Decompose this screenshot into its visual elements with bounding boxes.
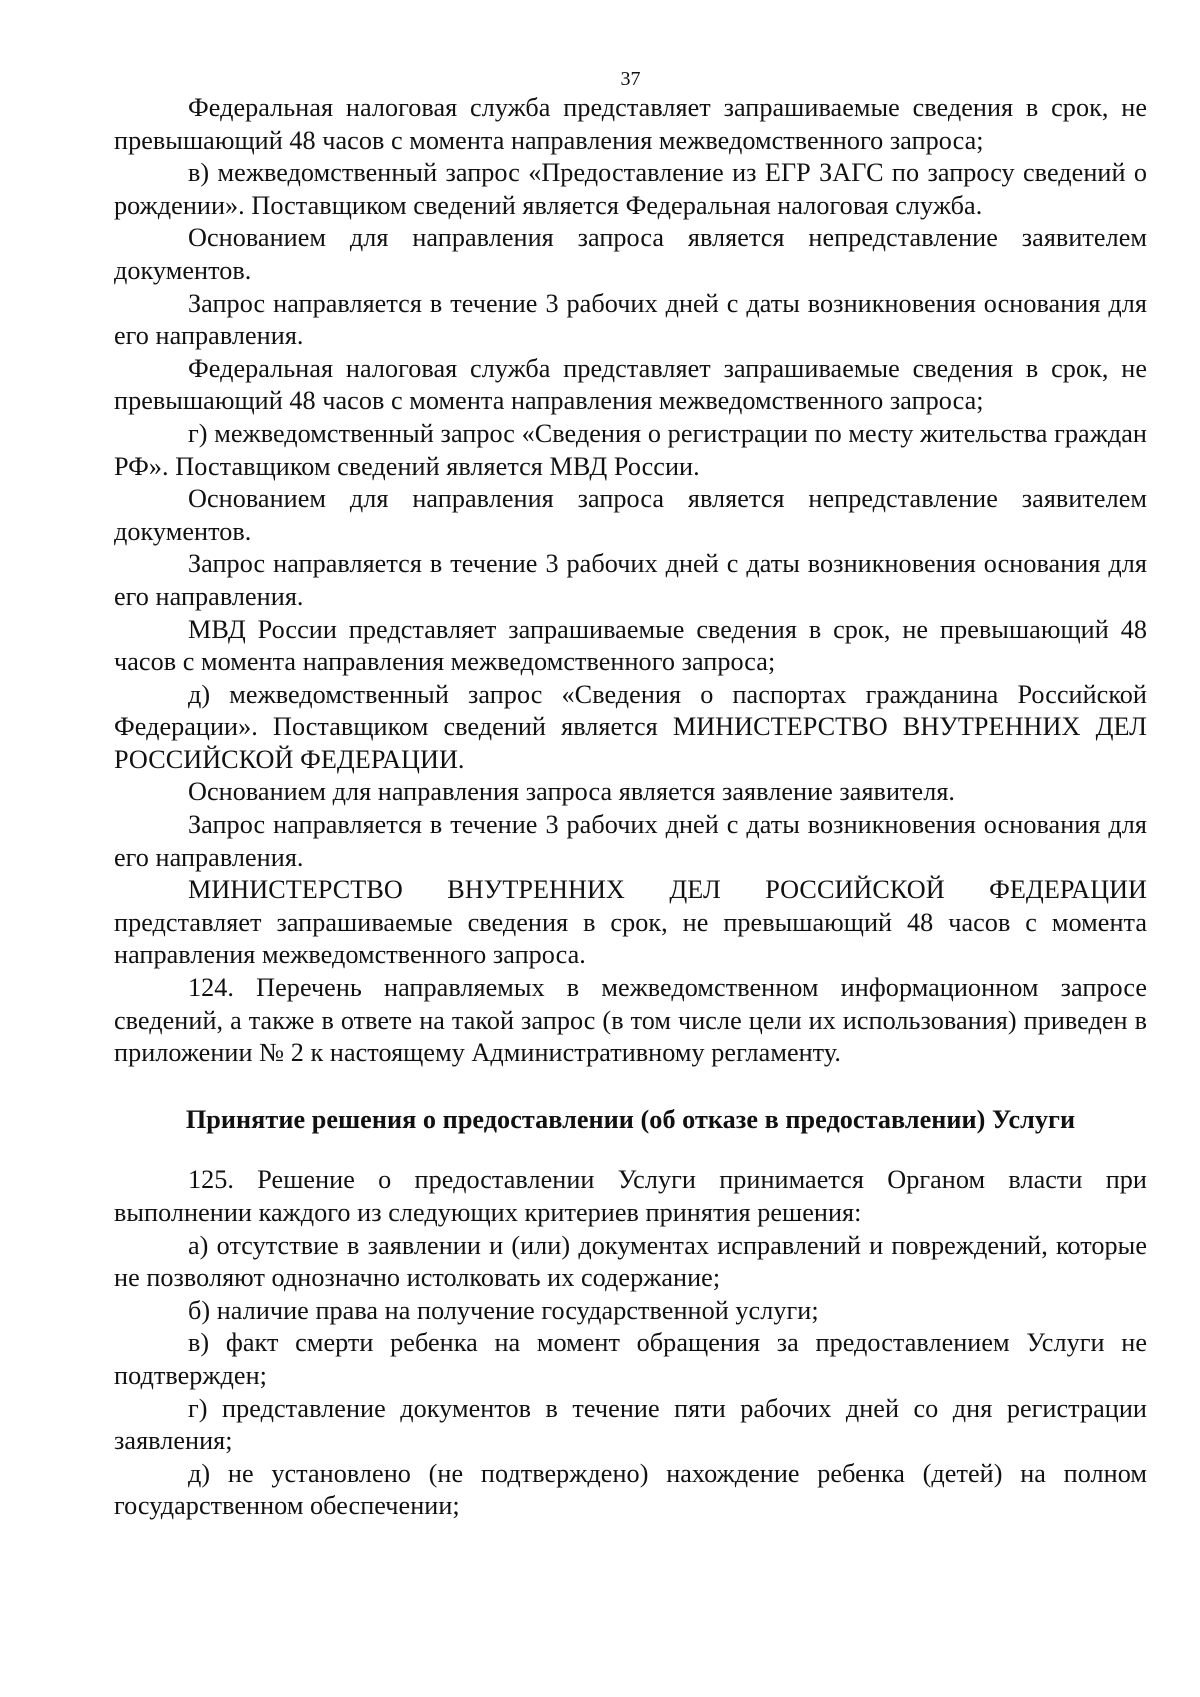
paragraph: в) факт смерти ребенка на момент обращения за предоставлением Услуги не подтвержден; [114,1328,1147,1390]
paragraph: 125. Решение о предоставлении Услуги принимается Органом власти при выполнении каждого из следующих критериев принятия решения: [114,1165,1147,1227]
paragraph: Основанием для направления запроса является непредставление заявителем документов. [114,484,1147,546]
paragraph: Запрос направляется в течение 3 рабочих дней с даты возникновения основания для его направления. [114,288,1147,351]
paragraph: Федеральная налоговая служба представляет запрашиваемые сведения в срок, не превышающий 48 часов с момента направления межведомственного запроса; [114,93,1147,155]
paragraph: Запрос направляется в течение 3 рабочих дней с даты возникновения основания для его направления. [114,549,1147,611]
paragraph: в) межведомственный запрос «Предоставление из ЕГР ЗАГС по запросу сведений о рождении». Поставщиком сведений является Федеральная налоговая служба. [114,158,1147,220]
paragraph: Запрос направляется в течение 3 рабочих дней с даты возникновения основания для его направления. [114,810,1147,872]
paragraph: д) не установлено (не подтверждено) нахождение ребенка (детей) на полном государственном обеспечении; [114,1458,1147,1521]
paragraph: г) представление документов в течение пяти рабочих дней со дня регистрации заявления; [114,1393,1147,1456]
paragraph: МИНИСТЕРСТВО ВНУТРЕННИХ ДЕЛ РОССИЙСКОЙ ФЕДЕРАЦИИ представляет запрашиваемые сведения в срок, не превышающий 48 часов с момента направления межведомственного запроса. [114,875,1147,970]
paragraph: б) наличие права на получение государственной услуги; [188,1295,819,1325]
paragraph: д) межведомственный запрос «Сведения о паспортах гражданина Российской Федерации». Поставщиком сведений является МИНИСТЕРСТВО ВНУТРЕННИХ ДЕЛ РОССИЙСКОЙ ФЕДЕРАЦИИ. [114,679,1147,774]
paragraph: Федеральная налоговая служба представляет запрашиваемые сведения в срок, не превышающий 48 часов с момента направления межведомственного запроса; [114,353,1147,416]
page-number: 37 [620,68,641,90]
paragraph: 124. Перечень направляемых в межведомственном информационном запросе сведений, а также в ответе на такой запрос (в том числе цели их использования) приведен в приложении № 2 к настоящему Административному регламенту. [114,973,1147,1068]
paragraph: г) межведомственный запрос «Сведения о регистрации по месту жительства граждан РФ». Поставщиком сведений является МВД России. [114,418,1147,481]
paragraph: Основанием для направления запроса является заявление заявителя. [188,777,956,807]
paragraph: Основанием для направления запроса является непредставление заявителем документов. [114,223,1147,285]
paragraph: а) отсутствие в заявлении и (или) документах исправлений и повреждений, которые не позволяют однозначно истолковать их содержание; [114,1230,1147,1293]
section-heading: Принятие решения о предоставлении (об отказе в предоставлении) Услуги [185,1104,1076,1134]
paragraph: МВД России представляет запрашиваемые сведения в срок, не превышающий 48 часов с момента направления межведомственного запроса; [114,614,1147,677]
